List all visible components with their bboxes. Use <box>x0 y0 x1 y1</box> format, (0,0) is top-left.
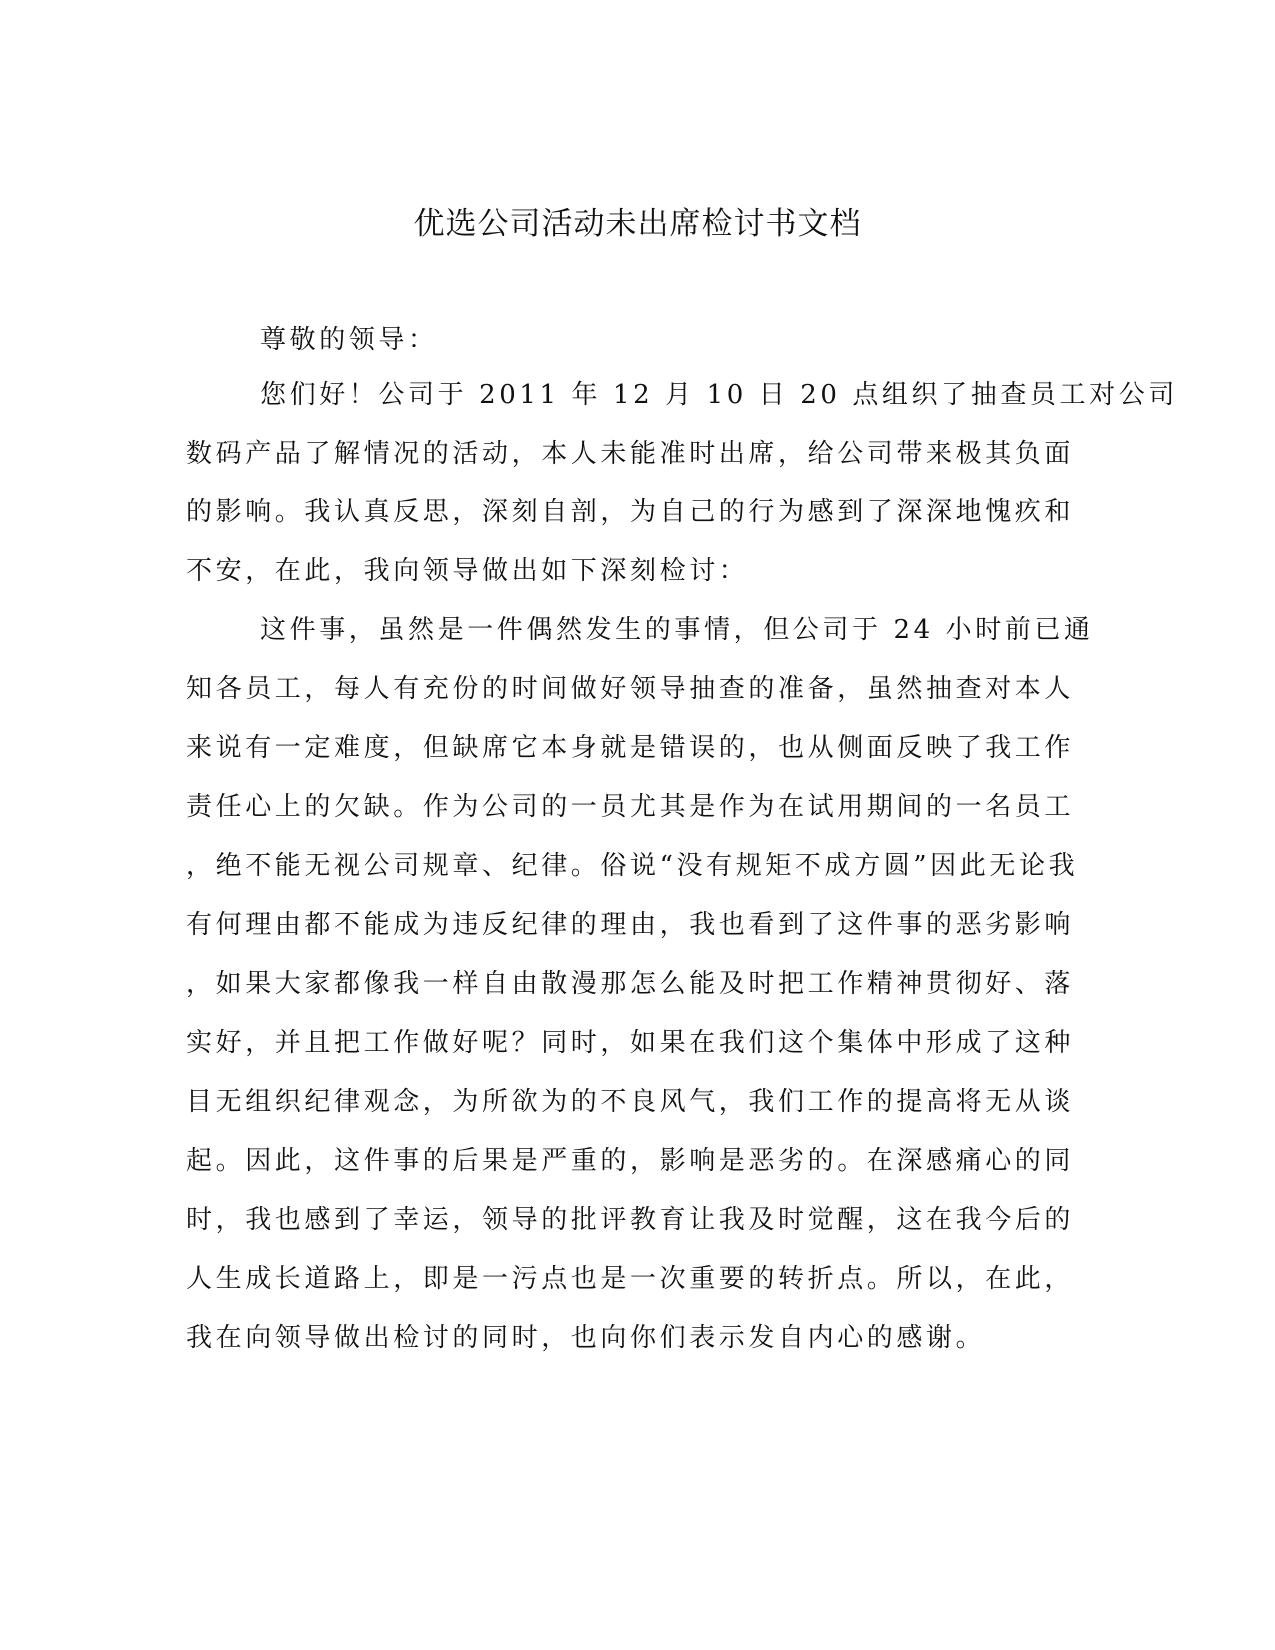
paragraph-line: 知各员工，每人有充份的时间做好领导抽查的准备，虽然抽查对本人 <box>186 674 1075 704</box>
paragraph-line: ，绝不能无视公司规章、纪律。俗说“没有规矩不成方圆”因此无论我 <box>186 851 1079 881</box>
paragraph-line: 人生成长道路上，即是一污点也是一次重要的转折点。所以，在此， <box>186 1264 1075 1294</box>
salutation: 尊敬的领导： <box>260 325 438 355</box>
paragraph-line: 这件事，虽然是一件偶然发生的事情，但公司于 24 小时前已通 <box>260 615 1094 645</box>
document-title: 优选公司活动未出席检讨书文档 <box>413 206 862 242</box>
paragraph-line: 责任心上的欠缺。作为公司的一员尤其是作为在试用期间的一名员工 <box>186 792 1075 822</box>
paragraph-line: 的影响。我认真反思，深刻自剖，为自己的行为感到了深深地愧疚和 <box>186 497 1075 527</box>
paragraph-line: 目无组织纪律观念，为所欲为的不良风气，我们工作的提高将无从谈 <box>186 1087 1075 1117</box>
paragraph-line: 实好，并且把工作做好呢？同时，如果在我们这个集体中形成了这种 <box>186 1028 1075 1058</box>
paragraph-line: 不安，在此，我向领导做出如下深刻检讨： <box>186 556 749 586</box>
paragraph-line: ，如果大家都像我一样自由散漫那怎么能及时把工作精神贯彻好、落 <box>186 969 1075 999</box>
paragraph-line: 有何理由都不能成为违反纪律的理由，我也看到了这件事的恶劣影响 <box>186 910 1075 940</box>
paragraph-line: 数码产品了解情况的活动，本人未能准时出席，给公司带来极其负面 <box>186 439 1075 469</box>
paragraph-line: 时，我也感到了幸运，领导的批评教育让我及时觉醒，这在我今后的 <box>186 1205 1075 1235</box>
paragraph-line: 起。因此，这件事的后果是严重的，影响是恶劣的。在深感痛心的同 <box>186 1146 1075 1176</box>
paragraph-line: 您们好！公司于 2011 年 12 月 10 日 20 点组织了抽查员工对公司 <box>260 380 1178 410</box>
paragraph-line: 来说有一定难度，但缺席它本身就是错误的，也从侧面反映了我工作 <box>186 733 1075 763</box>
paragraph-line: 我在向领导做出检讨的同时，也向你们表示发自内心的感谢。 <box>186 1323 986 1353</box>
